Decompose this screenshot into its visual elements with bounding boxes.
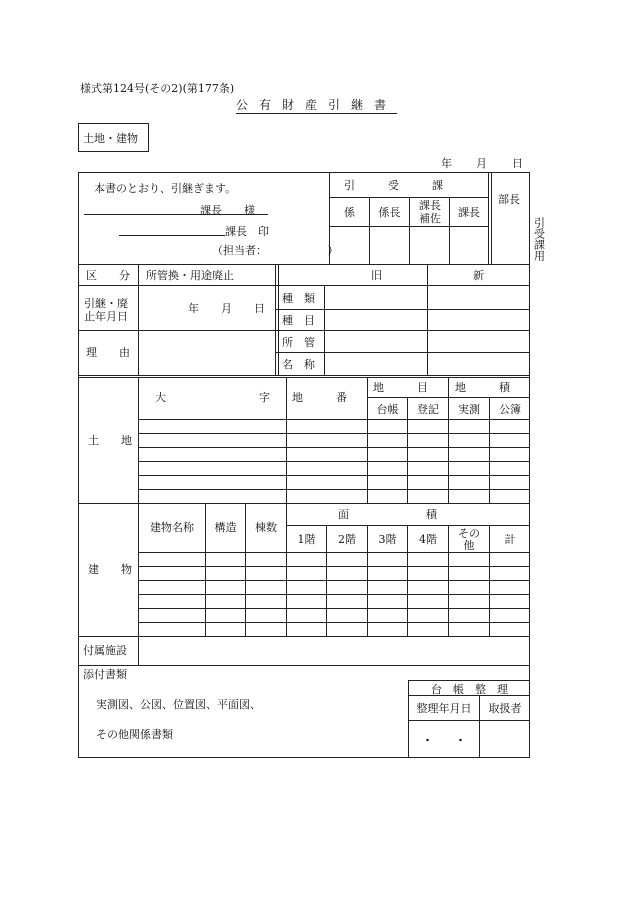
- kind-label: 種 類: [282, 292, 315, 305]
- name-label: 名 称: [282, 358, 315, 371]
- ledger-title: 台 帳 整 理: [431, 683, 508, 696]
- attachments-label: 添付書類: [83, 668, 127, 681]
- floor-total: 計: [504, 533, 516, 546]
- floor-2: 2階: [338, 533, 356, 546]
- land-section-label: 土 地: [88, 434, 132, 447]
- transfer-intro: 本書のとおり、引継ぎます。: [94, 182, 237, 195]
- chiban-label: 地 番: [292, 391, 347, 404]
- floor-other: その他: [458, 527, 480, 553]
- role-kacho: 課長: [458, 206, 480, 219]
- date-day: 日: [512, 157, 523, 170]
- role-kacho-hosa: 課長補佐: [419, 199, 441, 225]
- floor-3: 3階: [378, 533, 397, 546]
- role-kakari: 係: [344, 206, 355, 219]
- land-sub-daicho: 台帳: [376, 403, 399, 416]
- transfer-date-label: 引継・廃止年月日: [84, 297, 128, 323]
- kubun-label: 区 分: [86, 269, 130, 282]
- attachments-line1: 実測図、公図、位置図、平面図、: [96, 698, 261, 711]
- ledger-date-label: 整理年月日: [416, 702, 472, 715]
- ledger-date-dots: ・ ・: [422, 734, 466, 747]
- land-sub-kobo: 公簿: [499, 403, 521, 416]
- role-bucho: 部長: [498, 193, 520, 206]
- building-structure-label: 構造: [214, 521, 237, 534]
- oaza-label: 大: [155, 391, 166, 404]
- building-area-label: 面 積: [338, 508, 437, 521]
- jurisdiction-label: 所 管: [282, 336, 315, 349]
- floor-1: 1階: [297, 533, 316, 546]
- chimoku-label: 地 目: [373, 381, 428, 394]
- form-title: 公有財産引継書: [236, 98, 398, 112]
- old-label: 旧: [371, 269, 382, 282]
- transfer-date-value: 年 月 日: [188, 302, 265, 315]
- aza-label: 字: [259, 391, 270, 404]
- date-year: 年: [441, 157, 452, 170]
- land-sub-toki: 登記: [417, 403, 439, 416]
- land-sub-jissoku: 実測: [458, 403, 480, 416]
- attachments-line2: その他関係書類: [96, 728, 173, 741]
- ledger-handler-label: 取扱者: [488, 702, 522, 715]
- new-label: 新: [473, 269, 484, 282]
- chiseki-label: 地 積: [455, 381, 510, 394]
- kubun-value: 所管換・用途廃止: [146, 269, 234, 282]
- addressee-suffix: 課長 様: [200, 204, 255, 217]
- building-name-label: 建物名称: [150, 521, 194, 534]
- role-kakaricho: 係長: [378, 206, 401, 219]
- building-count-label: 棟数: [255, 521, 277, 534]
- building-section-label: 建 物: [88, 563, 132, 576]
- form-number: 様式第124号(その2)(第177条): [80, 82, 235, 95]
- facilities-label: 付属施設: [83, 644, 127, 657]
- receiving-section-label: 引 受 課: [344, 179, 443, 192]
- reason-label: 理 由: [86, 346, 130, 359]
- date-month: 月: [476, 157, 487, 170]
- contact-person: （担当者： ）: [212, 244, 339, 257]
- side-label-receiving: 引受課用: [532, 217, 546, 261]
- sender-suffix: 課長 印: [225, 225, 269, 238]
- floor-4: 4階: [419, 533, 437, 546]
- item-label: 種 目: [282, 314, 315, 327]
- category-label: 土地・建物: [83, 132, 138, 145]
